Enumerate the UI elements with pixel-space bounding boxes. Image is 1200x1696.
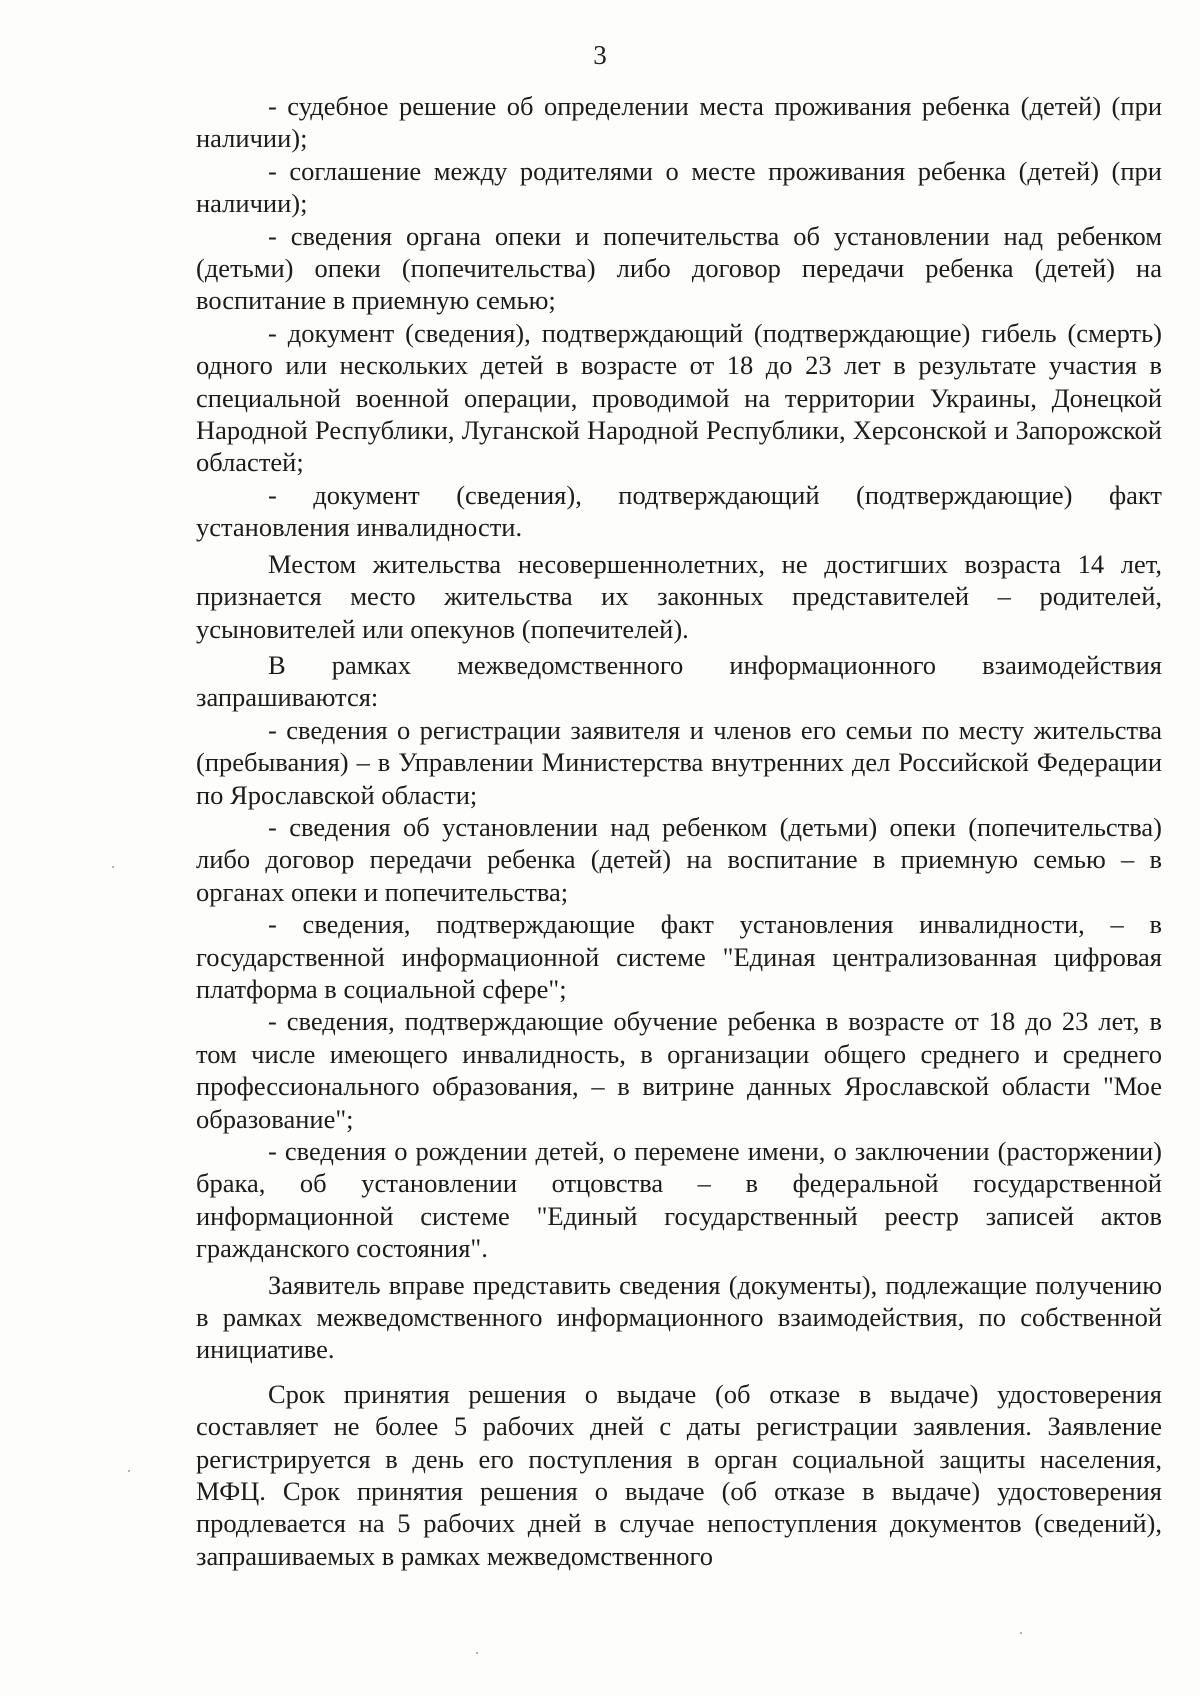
paragraph-disability-request: - сведения, подтверждающие факт установления инвалидности, – в государственной информационной системе "Единая централизованная цифровая платформа в социальной сфере";	[196, 909, 1162, 1004]
page-number: 3	[593, 40, 607, 70]
scan-speck	[128, 1470, 130, 1472]
document-body	[196, 90, 1162, 1572]
paragraph-death-document: - документ (сведения), подтверждающий (подтверждающие) гибель (смерть) одного или нескольких детей в возрасте от 18 до 23 лет в результате участия в специальной военной операции, проводимой на территории Украины, Донецкой Народной Республики, Луганской Народной Республики, Херсонской и Запорожской областей;	[196, 317, 1162, 478]
paragraph-court-decision: - судебное решение об определении места проживания ребенка (детей) (при наличии);	[196, 91, 1162, 154]
paragraph-civil-status-request: - сведения о рождении детей, о перемене имени, о заключении (расторжении) брака, об установлении отцовства – в федеральной государственной информационной системе "Единый государственный реестр записей актов гражданского состояния".	[196, 1136, 1162, 1264]
scan-speck	[112, 866, 114, 868]
paragraph-guardianship-info: - сведения органа опеки и попечительства об установлении над ребенком (детьми) опеки (попечительства) либо договор передачи ребенка (детей) на воспитание в приемную семью;	[196, 220, 1162, 316]
paragraph-own-initiative: Заявитель вправе представить сведения (документы), подлежащие получению в рамках межведомственного информационного взаимодействия, по собственной инициативе.	[196, 1269, 1162, 1365]
scan-speck	[476, 1652, 478, 1654]
paragraph-decision-term: Срок принятия решения о выдаче (об отказе в выдаче) удостоверения составляет не более 5 рабочих дней с даты регистрации заявления. Заявление регистрируется в день его поступления в орган социальной защиты населения, МФЦ. Срок принятия решения о выдаче (об отказе в выдаче) удостоверения продлевается на 5 рабочих дней в случае непоступления документов (сведений), запрашиваемых в рамках межведомственного	[196, 1378, 1162, 1571]
paragraph-education-request: - сведения, подтверждающие обучение ребенка в возрасте от 18 до 23 лет, в том числе имеющего инвалидность, в организации общего среднего и среднего профессионального образования, – в витрине данных Ярославской области "Мое образование";	[196, 1006, 1162, 1134]
paragraph-guardianship-request: - сведения об установлении над ребенком (детьми) опеки (попечительства) либо договор передачи ребенка (детей) на воспитание в приемную семью – в органах опеки и попечительства;	[196, 811, 1162, 907]
paragraph-interagency-intro: В рамках межведомственного информационного взаимодействия запрашиваются:	[196, 649, 1162, 713]
paragraph-disability-document: - документ (сведения), подтверждающий (подтверждающие) факт установления инвалидности.	[196, 479, 1162, 543]
paragraph-parents-agreement: - соглашение между родителями о месте проживания ребенка (детей) (при наличии);	[196, 155, 1162, 219]
paragraph-residence-minors: Местом жительства несовершеннолетних, не достигших возраста 14 лет, признается место жительства их законных представителей – родителей, усыновителей или опекунов (попечителей).	[196, 548, 1162, 644]
scan-speck	[1020, 1632, 1022, 1634]
paragraph-registration-info: - сведения о регистрации заявителя и членов его семьи по месту жительства (пребывания) – в Управлении Министерства внутренних дел Российской Федерации по Ярославской области;	[196, 714, 1162, 810]
